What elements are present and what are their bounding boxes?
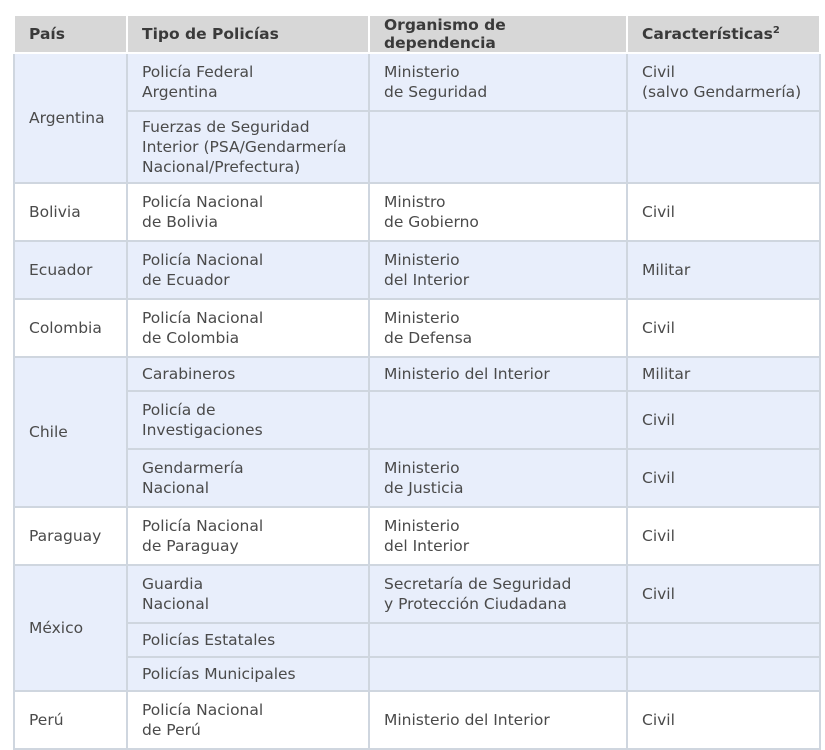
table-row: [14, 357, 820, 391]
cell-tipo: Policía de Investigaciones: [127, 391, 369, 449]
cell-organismo: Secretaría de Seguridad y Protección Ciudadana: [369, 565, 627, 623]
cell-caracteristicas: Civil: [627, 691, 820, 749]
header-caracteristicas-label: Características: [642, 25, 773, 43]
cell-tipo: Policía Nacional de Ecuador: [127, 241, 369, 299]
table-row: [14, 53, 820, 111]
cell-tipo: Carabineros: [127, 357, 369, 391]
cell-tipo: Guardia Nacional: [127, 565, 369, 623]
cell-organismo: Ministerio de Seguridad: [369, 53, 627, 111]
cell-pais: Perú: [14, 691, 127, 749]
cell-tipo: Gendarmería Nacional: [127, 449, 369, 507]
cell-organismo: Ministerio de Justicia: [369, 449, 627, 507]
table-row: [14, 391, 820, 449]
cell-organismo: [369, 657, 627, 691]
table-row: [14, 299, 820, 357]
cell-organismo: Ministro de Gobierno: [369, 183, 627, 241]
cell-tipo: Policía Federal Argentina: [127, 53, 369, 111]
cell-organismo: [369, 391, 627, 449]
cell-pais: México: [14, 565, 127, 691]
cell-tipo: Policía Nacional de Colombia: [127, 299, 369, 357]
header-tipo: Tipo de Policías: [127, 15, 369, 53]
cell-caracteristicas: [627, 623, 820, 657]
cell-pais: Colombia: [14, 299, 127, 357]
cell-organismo: Ministerio del Interior: [369, 691, 627, 749]
table-row: [14, 111, 820, 183]
footnote-marker: 2: [772, 24, 780, 36]
header-pais: País: [14, 15, 127, 53]
cell-caracteristicas: Militar: [627, 241, 820, 299]
cell-tipo: Policía Nacional de Bolivia: [127, 183, 369, 241]
cell-organismo: [369, 623, 627, 657]
cell-pais: Chile: [14, 357, 127, 507]
cell-caracteristicas: Civil: [627, 299, 820, 357]
cell-organismo: Ministerio de Defensa: [369, 299, 627, 357]
cell-caracteristicas: Militar: [627, 357, 820, 391]
header-caracteristicas: [627, 15, 820, 53]
cell-pais: Bolivia: [14, 183, 127, 241]
header-row: [14, 15, 820, 53]
cell-tipo: Fuerzas de Seguridad Interior (PSA/Gendarmería Nacional/Prefectura): [127, 111, 369, 183]
table-row: [14, 657, 820, 691]
cell-caracteristicas: Civil (salvo Gendarmería): [627, 53, 820, 111]
table-row: [14, 241, 820, 299]
table-row: [14, 507, 820, 565]
cell-pais: Ecuador: [14, 241, 127, 299]
cell-tipo: Policía Nacional de Paraguay: [127, 507, 369, 565]
cell-tipo: Policías Municipales: [127, 657, 369, 691]
cell-pais: Argentina: [14, 53, 127, 183]
header-organismo: Organismo de dependencia: [369, 15, 627, 53]
table-row: [14, 623, 820, 657]
cell-tipo: Policías Estatales: [127, 623, 369, 657]
table-row: [14, 691, 820, 749]
table-row: [14, 565, 820, 623]
table-row: [14, 449, 820, 507]
cell-tipo: Policía Nacional de Perú: [127, 691, 369, 749]
cell-organismo: Ministerio del Interior: [369, 357, 627, 391]
cell-caracteristicas: Civil: [627, 183, 820, 241]
police-table-container: [13, 14, 819, 750]
cell-organismo: Ministerio del Interior: [369, 241, 627, 299]
table-row: [14, 183, 820, 241]
cell-caracteristicas: Civil: [627, 565, 820, 623]
cell-organismo: [369, 111, 627, 183]
cell-pais: Paraguay: [14, 507, 127, 565]
cell-caracteristicas: [627, 657, 820, 691]
police-table: [13, 14, 821, 750]
cell-caracteristicas: Civil: [627, 391, 820, 449]
cell-caracteristicas: [627, 111, 820, 183]
cell-caracteristicas: Civil: [627, 449, 820, 507]
cell-caracteristicas: Civil: [627, 507, 820, 565]
cell-organismo: Ministerio del Interior: [369, 507, 627, 565]
